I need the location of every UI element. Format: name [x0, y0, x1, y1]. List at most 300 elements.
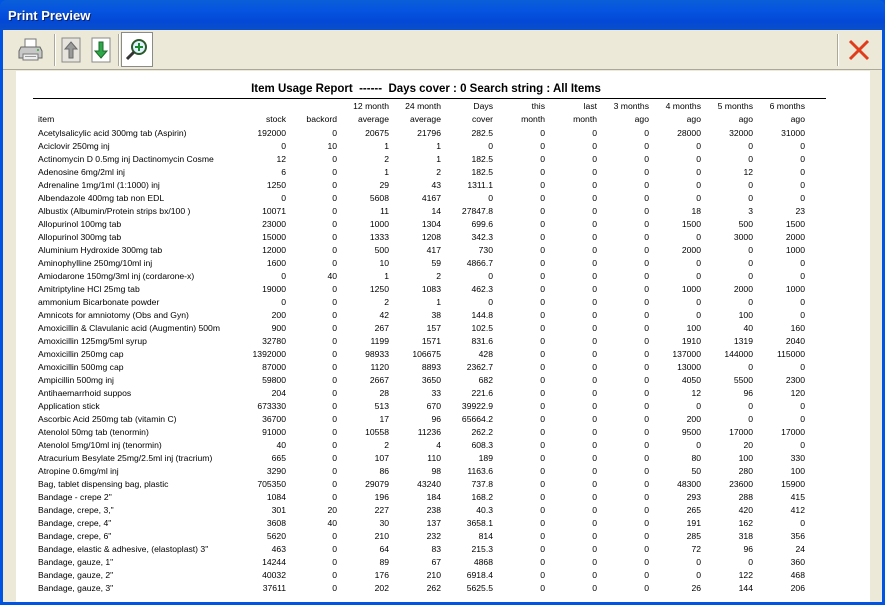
value-cell: 10 [379, 258, 389, 268]
table-row [38, 465, 805, 478]
item-name-cell: Bandage, crepe, 6" [38, 531, 112, 541]
value-cell: 1000 [785, 284, 805, 294]
value-cell: 210 [374, 531, 389, 541]
value-cell: 1 [436, 297, 441, 307]
table-row [38, 205, 805, 218]
value-cell: 682 [478, 375, 493, 385]
value-cell: 26 [691, 583, 701, 593]
down-arrow-icon [91, 37, 111, 63]
column-header: 24 month average [405, 101, 441, 124]
value-cell: 0 [592, 557, 597, 567]
value-cell: 280 [738, 466, 753, 476]
value-cell: 1392000 [252, 349, 286, 359]
value-cell: 202 [374, 583, 389, 593]
item-name-cell: Bandage, gauze, 1" [38, 557, 114, 567]
value-cell: 342.3 [471, 232, 493, 242]
close-icon [847, 38, 871, 62]
report-title: Item Usage Report ------ Days cover : 0 Search string : All Items [251, 83, 601, 95]
value-cell: 0 [644, 297, 649, 307]
column-header: 5 months ago [717, 101, 753, 124]
value-cell: 417 [426, 245, 441, 255]
table-row [38, 218, 805, 231]
value-cell: 665 [271, 453, 286, 463]
value-cell: 814 [478, 531, 493, 541]
value-cell: 0 [488, 193, 493, 203]
value-cell: 1500 [785, 219, 805, 229]
value-cell: 2 [436, 271, 441, 281]
value-cell: 0 [644, 414, 649, 424]
value-cell: 262 [426, 583, 441, 593]
item-name-cell: Adenosine 6mg/2ml inj [38, 167, 125, 177]
value-cell: 3000 [733, 232, 753, 242]
value-cell: 0 [644, 466, 649, 476]
value-cell: 0 [332, 310, 337, 320]
value-cell: 210 [426, 570, 441, 580]
value-cell: 0 [800, 297, 805, 307]
value-cell: 0 [644, 388, 649, 398]
value-cell: 730 [478, 245, 493, 255]
value-cell: 27847.8 [461, 206, 493, 216]
value-cell: 137000 [672, 349, 701, 359]
column-header: 4 months ago [665, 101, 701, 124]
value-cell: 200 [686, 414, 701, 424]
value-cell: 12 [743, 167, 753, 177]
value-cell: 0 [332, 167, 337, 177]
value-cell: 0 [332, 427, 337, 437]
table-row [38, 439, 805, 452]
value-cell: 32780 [262, 336, 286, 346]
value-cell: 0 [644, 154, 649, 164]
value-cell: 0 [592, 479, 597, 489]
value-cell: 38 [431, 310, 441, 320]
value-cell: 0 [800, 401, 805, 411]
value-cell: 0 [332, 336, 337, 346]
value-cell: 21796 [417, 128, 441, 138]
value-cell: 0 [644, 349, 649, 359]
value-cell: 0 [748, 557, 753, 567]
value-cell: 96 [431, 414, 441, 424]
value-cell: 18 [691, 206, 701, 216]
value-cell: 12000 [262, 245, 286, 255]
value-cell: 122 [738, 570, 753, 580]
value-cell: 0 [540, 479, 545, 489]
value-cell: 227 [374, 505, 389, 515]
toolbar-separator [54, 34, 56, 66]
value-cell: 330 [790, 453, 805, 463]
value-cell: 0 [332, 362, 337, 372]
value-cell: 0 [748, 193, 753, 203]
value-cell: 2 [436, 167, 441, 177]
value-cell: 2000 [785, 232, 805, 242]
value-cell: 14244 [262, 557, 286, 567]
value-cell: 0 [540, 232, 545, 242]
value-cell: 0 [748, 180, 753, 190]
value-cell: 0 [592, 505, 597, 515]
value-cell: 31000 [781, 128, 805, 138]
report-table [38, 99, 805, 595]
value-cell: 262.2 [471, 427, 493, 437]
value-cell: 0 [592, 466, 597, 476]
previous-page-button[interactable] [58, 32, 84, 67]
value-cell: 33 [431, 388, 441, 398]
value-cell: 0 [696, 557, 701, 567]
item-name-cell: Bandage, crepe, 3," [38, 505, 114, 515]
value-cell: 0 [540, 518, 545, 528]
value-cell: 0 [332, 414, 337, 424]
value-cell: 0 [644, 193, 649, 203]
table-row [38, 530, 805, 543]
value-cell: 5625.5 [466, 583, 493, 593]
table-row [38, 270, 805, 283]
column-header: this month [521, 101, 545, 124]
value-cell: 0 [540, 349, 545, 359]
value-cell: 17000 [729, 427, 753, 437]
column-header: 6 months ago [769, 101, 805, 124]
item-name-cell: Allopurinol 100mg tab [38, 219, 122, 229]
value-cell: 80 [691, 453, 701, 463]
table-row [38, 166, 805, 179]
value-cell: 0 [488, 141, 493, 151]
value-cell: 0 [748, 362, 753, 372]
value-cell: 0 [644, 284, 649, 294]
table-row [38, 504, 805, 517]
item-name-cell: Ascorbic Acid 250mg tab (vitamin C) [38, 414, 177, 424]
item-name-cell: Bandage, elastic & adhesive, (elastoplast) 3" [38, 544, 209, 554]
item-name-cell: Amoxicillin & Clavulanic acid (Augmentin) 500m [38, 323, 220, 333]
value-cell: 0 [540, 297, 545, 307]
value-cell: 0 [748, 271, 753, 281]
value-cell: 50 [691, 466, 701, 476]
print-button[interactable] [13, 32, 49, 67]
value-cell: 0 [332, 401, 337, 411]
value-cell: 215.3 [471, 544, 493, 554]
table-row [38, 426, 805, 439]
value-cell: 0 [332, 479, 337, 489]
value-cell: 0 [800, 271, 805, 281]
value-cell: 2 [384, 154, 389, 164]
value-cell: 318 [738, 531, 753, 541]
value-cell: 1250 [266, 180, 286, 190]
item-name-cell: Allopurinol 300mg tab [38, 232, 122, 242]
value-cell: 0 [592, 570, 597, 580]
value-cell: 0 [644, 362, 649, 372]
value-cell: 0 [592, 544, 597, 554]
item-name-cell: Aciclovir 250mg inj [38, 141, 110, 151]
value-cell: 360 [790, 557, 805, 567]
up-arrow-icon [61, 37, 81, 63]
item-name-cell: Amnicots for amniotomy (Obs and Gyn) [38, 310, 189, 320]
value-cell: 412 [790, 505, 805, 515]
value-cell: 0 [592, 284, 597, 294]
value-cell: 0 [644, 271, 649, 281]
value-cell: 0 [540, 141, 545, 151]
value-cell: 0 [332, 193, 337, 203]
item-name-cell: Amoxicillin 500mg cap [38, 362, 124, 372]
value-cell: 98 [431, 466, 441, 476]
value-cell: 0 [748, 141, 753, 151]
value-cell: 0 [800, 154, 805, 164]
value-cell: 0 [281, 297, 286, 307]
table-row [38, 517, 805, 530]
value-cell: 100 [738, 310, 753, 320]
value-cell: 0 [540, 427, 545, 437]
value-cell: 0 [540, 323, 545, 333]
value-cell: 40.3 [476, 505, 493, 515]
value-cell: 0 [748, 297, 753, 307]
value-cell: 900 [271, 323, 286, 333]
value-cell: 0 [592, 375, 597, 385]
value-cell: 23600 [729, 479, 753, 489]
value-cell: 0 [592, 258, 597, 268]
next-page-button[interactable] [88, 32, 114, 67]
value-cell: 1000 [785, 245, 805, 255]
value-cell: 91000 [262, 427, 286, 437]
value-cell: 1319 [733, 336, 753, 346]
value-cell: 0 [748, 245, 753, 255]
item-name-cell: Bandage, gauze, 2" [38, 570, 114, 580]
value-cell: 0 [592, 492, 597, 502]
value-cell: 4 [436, 440, 441, 450]
value-cell: 0 [540, 284, 545, 294]
value-cell: 72 [691, 544, 701, 554]
value-cell: 23 [795, 206, 805, 216]
value-cell: 0 [540, 505, 545, 515]
value-cell: 1199 [370, 336, 389, 346]
table-row [38, 257, 805, 270]
table-row [38, 296, 805, 309]
value-cell: 168.2 [471, 492, 493, 502]
value-cell: 0 [592, 453, 597, 463]
value-cell: 144000 [724, 349, 753, 359]
value-cell: 24 [795, 544, 805, 554]
value-cell: 1163.6 [467, 466, 493, 476]
value-cell: 0 [540, 583, 545, 593]
value-cell: 2 [384, 297, 389, 307]
column-header: 12 month average [353, 101, 389, 124]
value-cell: 120 [790, 388, 805, 398]
value-cell: 1 [384, 271, 389, 281]
item-name-cell: Bandage - crepe 2" [38, 492, 112, 502]
value-cell: 5608 [369, 193, 389, 203]
item-name-cell: Amiodarone 150mg/3ml inj (cordarone-x) [38, 271, 195, 281]
preview-area[interactable] [3, 71, 882, 602]
value-cell: 608.3 [471, 440, 493, 450]
value-cell: 1 [384, 141, 389, 151]
table-row [38, 179, 805, 192]
item-name-cell: Antihaemarrhoid suppos [38, 388, 132, 398]
item-name-cell: Amitriptyline HCl 25mg tab [38, 284, 140, 294]
value-cell: 86 [379, 466, 389, 476]
value-cell: 500 [738, 219, 753, 229]
value-cell: 20 [327, 505, 337, 515]
value-cell: 0 [540, 453, 545, 463]
value-cell: 3 [748, 206, 753, 216]
value-cell: 0 [748, 414, 753, 424]
item-name-cell: Atenolol 50mg tab (tenormin) [38, 427, 149, 437]
value-cell: 0 [540, 336, 545, 346]
value-cell: 0 [332, 154, 337, 164]
value-cell: 0 [592, 336, 597, 346]
value-cell: 221.6 [471, 388, 493, 398]
value-cell: 500 [374, 245, 389, 255]
table-row [38, 413, 805, 426]
value-cell: 89 [379, 557, 389, 567]
value-cell: 0 [592, 219, 597, 229]
value-cell: 0 [281, 141, 286, 151]
value-cell: 0 [696, 180, 701, 190]
table-row [38, 556, 805, 569]
value-cell: 64 [379, 544, 389, 554]
value-cell: 0 [540, 557, 545, 567]
item-name-cell: Bag, tablet dispensing bag, plastic [38, 479, 169, 489]
table-row [38, 374, 805, 387]
value-cell: 301 [271, 505, 286, 515]
value-cell: 0 [540, 375, 545, 385]
value-cell: 0 [644, 167, 649, 177]
value-cell: 100 [790, 466, 805, 476]
value-cell: 196 [374, 492, 389, 502]
column-header: stock [265, 114, 286, 124]
value-cell: 0 [644, 453, 649, 463]
table-row [38, 231, 805, 244]
header-row [38, 99, 805, 127]
value-cell: 6918.4 [466, 570, 493, 580]
value-cell: 14 [431, 206, 441, 216]
value-cell: 10558 [365, 427, 389, 437]
value-cell: 0 [696, 154, 701, 164]
value-cell: 2362.7 [466, 362, 493, 372]
value-cell: 28 [379, 388, 389, 398]
value-cell: 1208 [421, 232, 441, 242]
value-cell: 11 [380, 206, 389, 216]
value-cell: 0 [696, 271, 701, 281]
value-cell: 0 [592, 310, 597, 320]
value-cell: 0 [332, 180, 337, 190]
value-cell: 0 [696, 232, 701, 242]
value-cell: 12 [691, 388, 701, 398]
value-cell: 189 [478, 453, 493, 463]
value-cell: 206 [790, 583, 805, 593]
item-name-cell: Aluminium Hydroxide 300mg tab [38, 245, 163, 255]
value-cell: 96 [743, 388, 753, 398]
value-cell: 160 [790, 323, 805, 333]
value-cell: 0 [592, 388, 597, 398]
table-row [38, 127, 805, 140]
value-cell: 0 [644, 128, 649, 138]
zoom-button[interactable] [121, 32, 153, 67]
value-cell: 670 [426, 401, 441, 411]
value-cell: 8893 [421, 362, 441, 372]
value-cell: 43 [431, 180, 441, 190]
value-cell: 0 [644, 323, 649, 333]
toolbar [3, 30, 882, 70]
table-row [38, 309, 805, 322]
value-cell: 2 [384, 440, 389, 450]
column-header: Days cover [471, 101, 493, 124]
title-bar[interactable] [0, 0, 885, 30]
value-cell: 40 [743, 323, 753, 333]
value-cell: 0 [540, 388, 545, 398]
value-cell: 1000 [681, 284, 701, 294]
value-cell: 36700 [262, 414, 286, 424]
value-cell: 11236 [417, 427, 441, 437]
value-cell: 1311.1 [467, 180, 493, 190]
value-cell: 3290 [266, 466, 286, 476]
value-cell: 1084 [266, 492, 286, 502]
value-cell: 28000 [677, 128, 701, 138]
value-cell: 43240 [417, 479, 441, 489]
table-row [38, 400, 805, 413]
value-cell: 83 [431, 544, 441, 554]
value-cell: 1120 [370, 362, 389, 372]
value-cell: 2667 [369, 375, 389, 385]
item-name-cell: Amoxicillin 250mg cap [38, 349, 124, 359]
value-cell: 0 [592, 531, 597, 541]
toolbar-separator [118, 34, 120, 66]
value-cell: 1571 [421, 336, 441, 346]
value-cell: 162 [738, 518, 753, 528]
value-cell: 0 [540, 310, 545, 320]
value-cell: 0 [592, 414, 597, 424]
value-cell: 0 [696, 258, 701, 268]
table-row [38, 153, 805, 166]
value-cell: 0 [540, 271, 545, 281]
value-cell: 0 [540, 154, 545, 164]
table-row [38, 348, 805, 361]
value-cell: 0 [540, 245, 545, 255]
value-cell: 157 [426, 323, 441, 333]
value-cell: 0 [696, 310, 701, 320]
value-cell: 0 [332, 349, 337, 359]
value-cell: 15000 [262, 232, 286, 242]
value-cell: 0 [332, 206, 337, 216]
value-cell: 0 [592, 154, 597, 164]
value-cell: 285 [686, 531, 701, 541]
value-cell: 0 [592, 427, 597, 437]
value-cell: 0 [332, 323, 337, 333]
value-cell: 0 [644, 505, 649, 515]
value-cell: 0 [332, 531, 337, 541]
value-cell: 20675 [365, 128, 389, 138]
column-header: last month [573, 101, 597, 124]
value-cell: 0 [488, 271, 493, 281]
value-cell: 1 [436, 154, 441, 164]
value-cell: 0 [332, 258, 337, 268]
value-cell: 831.6 [471, 336, 493, 346]
value-cell: 137 [426, 518, 441, 528]
value-cell: 4868 [473, 557, 493, 567]
value-cell: 6 [281, 167, 286, 177]
value-cell: 0 [748, 154, 753, 164]
value-cell: 265 [686, 505, 701, 515]
column-header: backord [306, 114, 337, 124]
report-page [16, 71, 870, 602]
value-cell: 0 [332, 492, 337, 502]
value-cell: 0 [696, 570, 701, 580]
value-cell: 0 [540, 466, 545, 476]
item-name-cell: Atracurium Besylate 25mg/2.5ml inj (tracrium) [38, 453, 213, 463]
value-cell: 9500 [681, 427, 701, 437]
value-cell: 12 [276, 154, 286, 164]
value-cell: 182.5 [471, 167, 493, 177]
value-cell: 0 [644, 440, 649, 450]
close-button[interactable] [843, 32, 875, 67]
value-cell: 4050 [681, 375, 701, 385]
value-cell: 0 [592, 180, 597, 190]
value-cell: 0 [540, 128, 545, 138]
value-cell: 0 [540, 180, 545, 190]
item-name-cell: Atenolol 5mg/10ml inj (tenormin) [38, 440, 162, 450]
